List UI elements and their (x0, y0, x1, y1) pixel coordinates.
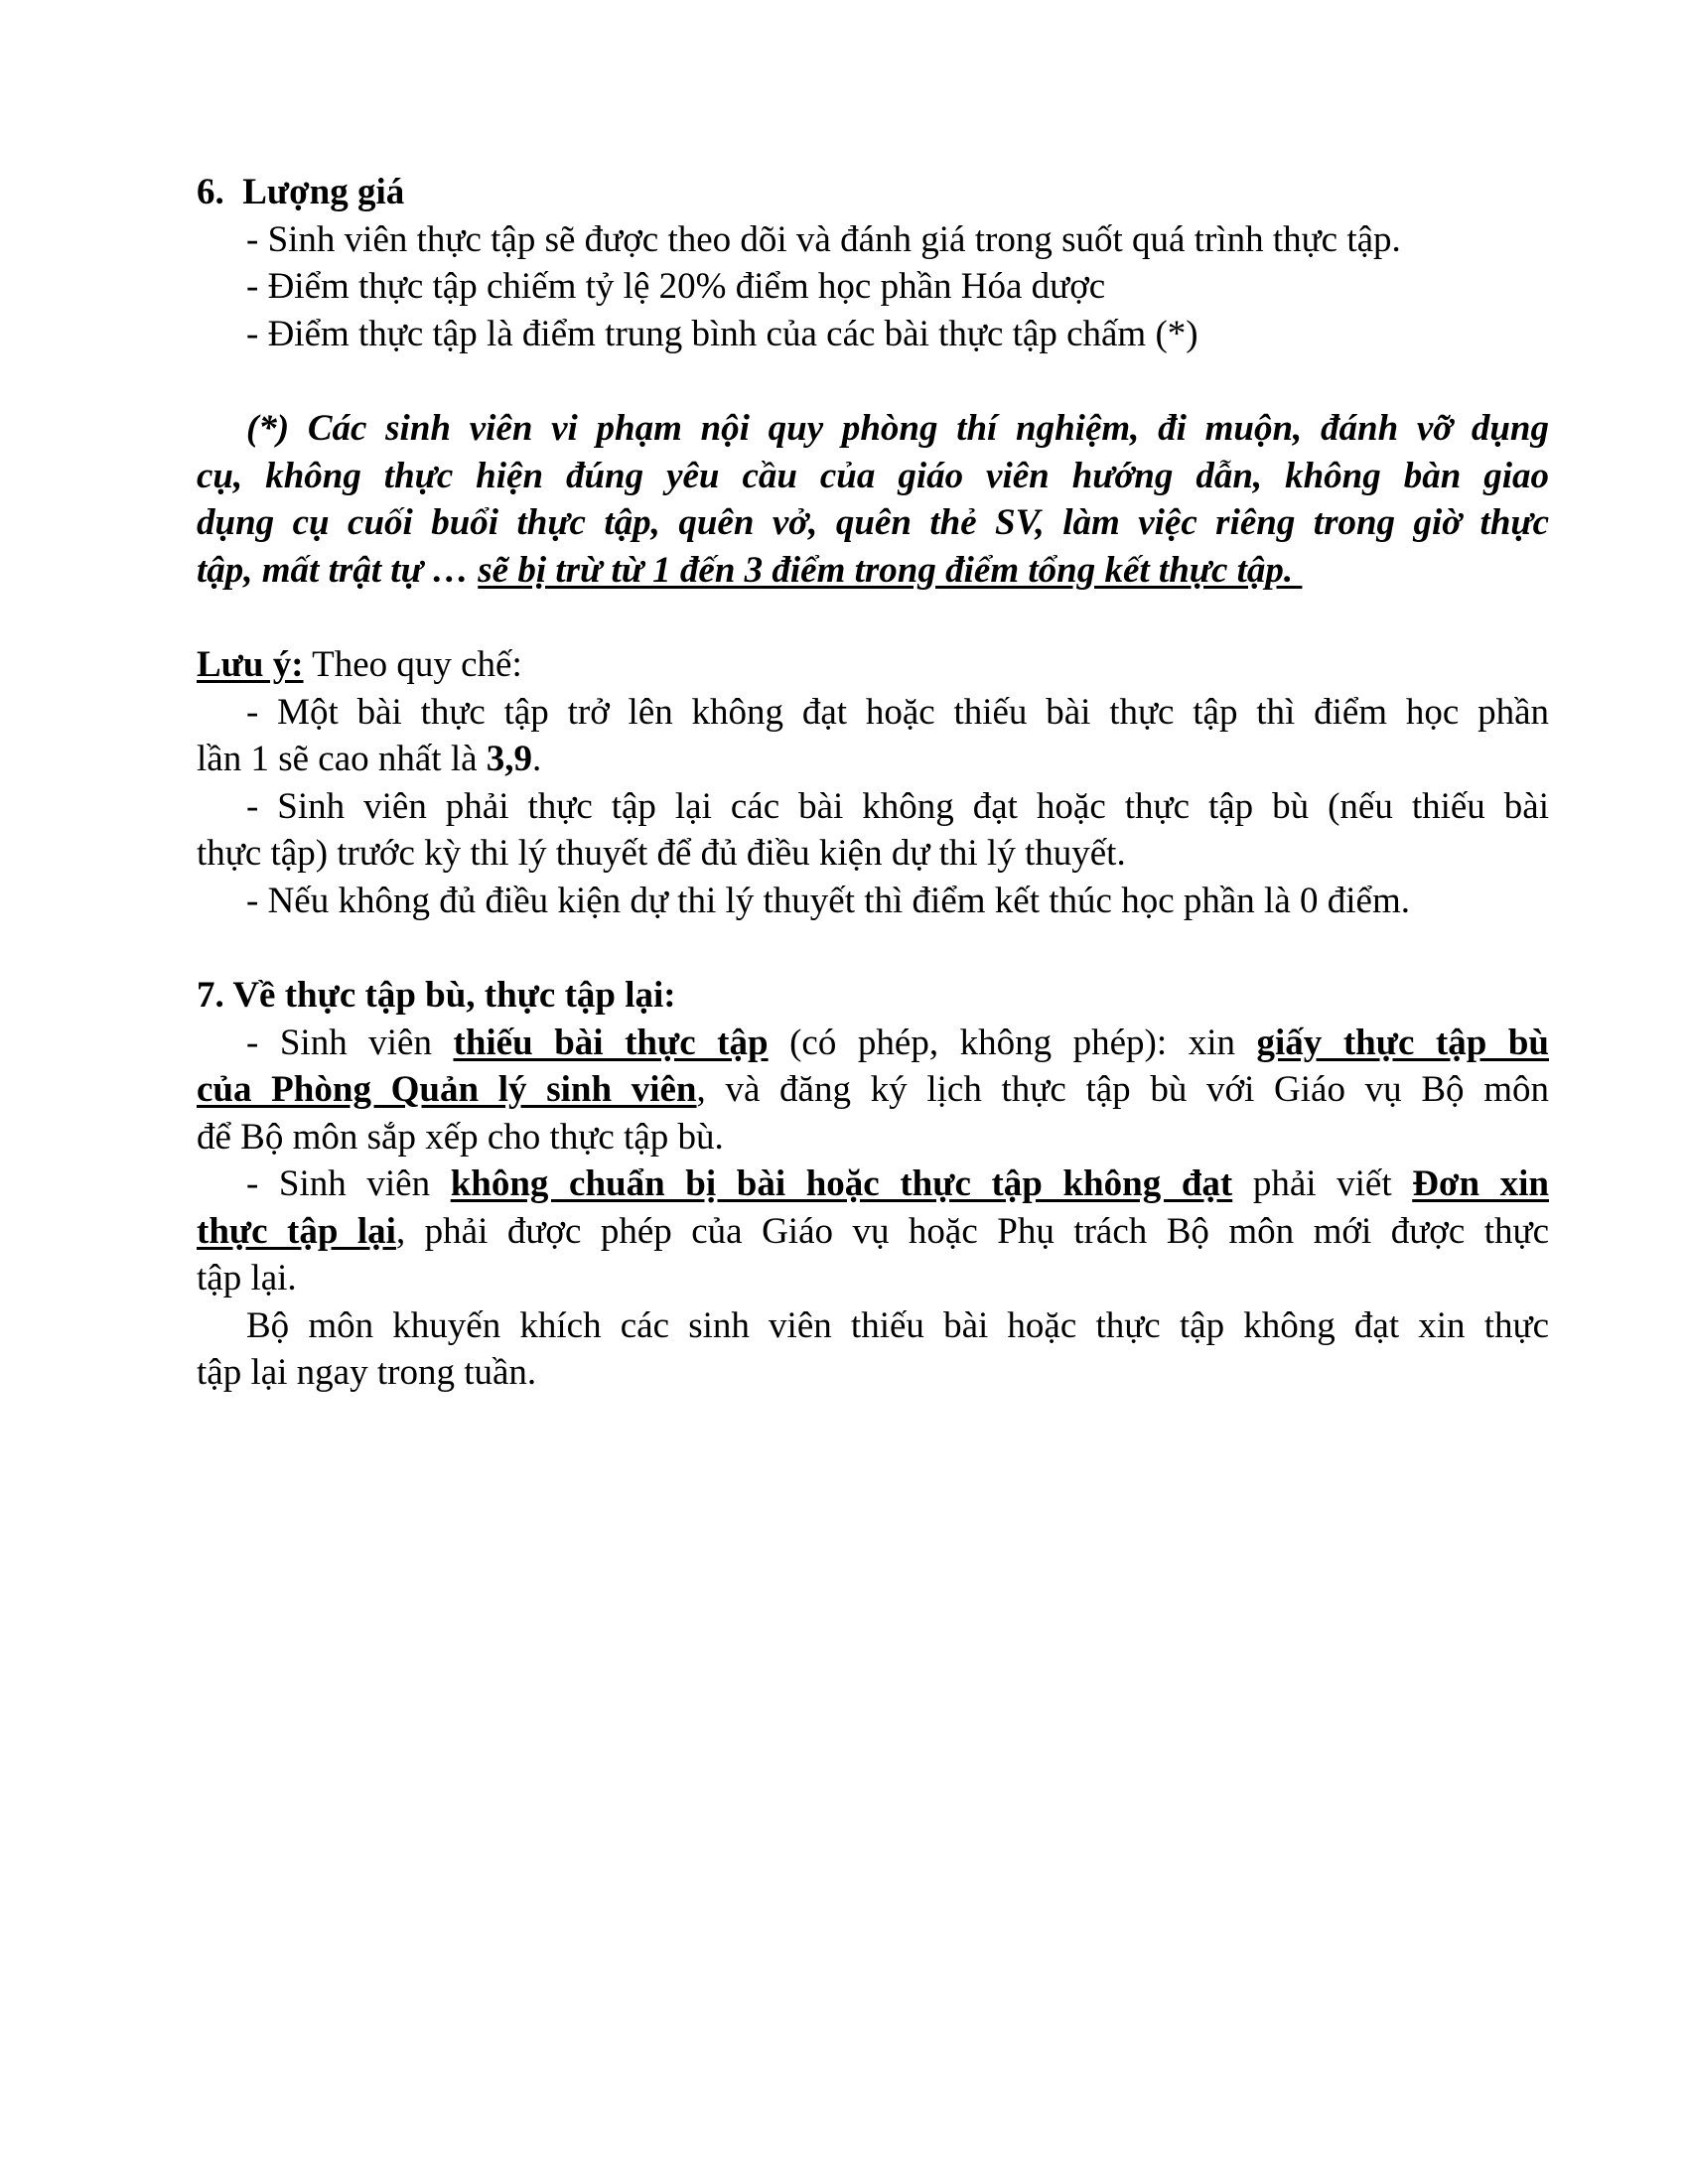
p2-redo-lab: thực tập lại (197, 1210, 396, 1252)
penalty-note-line-1: (*) Các sinh viên vi phạm nội quy phòng thí nghiệm, đi muộn, đánh vỡ dụng (246, 408, 1549, 449)
spacer (197, 594, 1549, 641)
note-item-1-end: . (532, 739, 542, 779)
section-7-p1-line-1 (197, 1020, 1549, 1067)
p1-text-1: - Sinh viên (246, 1022, 454, 1063)
note-label: Lưu ý: (197, 644, 304, 685)
penalty-deduction: sẽ bị trừ từ 1 đến 3 điểm trong điểm tổng kết thực tập. (478, 549, 1303, 591)
note-item-1-line-1: - Một bài thực tập trở lên không đạt hoặc thiếu bài thực tập thì điểm học phần (246, 691, 1549, 733)
p1-text-3: , và đăng ký lịch thực tập bù với Giáo vụ Bộ môn (696, 1069, 1549, 1110)
penalty-note-line-2: cụ, không thực hiện đúng yêu cầu của giáo viên hướng dẫn, không bàn giao (197, 455, 1549, 496)
spacer (197, 924, 1549, 972)
p2-text-3: , phải được phép của Giáo vụ hoặc Phụ trách Bộ môn mới được thực (395, 1210, 1550, 1252)
penalty-note-text: tập, mất trật tự … (197, 549, 479, 591)
max-score: 3,9 (486, 739, 533, 779)
note-item-2-line-2: thực tập) trước kỳ thi lý thuyết để đủ điều kiện dự thi lý thuyết. (197, 833, 1126, 874)
section-7-heading: 7. Về thực tập bù, thực tập lại: (197, 975, 676, 1016)
p1-makeup-paper: giấy thực tập bù (1256, 1022, 1549, 1063)
document-body (197, 169, 1549, 1397)
section-7-p3-line-2: tập lại ngay trong tuần. (197, 1352, 537, 1393)
note-item-1-line-2 (197, 736, 1549, 783)
p1-text-2: (có phép, không phép): xin (768, 1022, 1257, 1063)
p1-student-office: của Phòng Quản lý sinh viên (197, 1069, 697, 1110)
note-item-3: - Nếu không đủ điều kiện dự thi lý thuyết thì điểm kết thúc học phần là 0 điểm. (246, 880, 1410, 921)
note-item-1-text: lần 1 sẽ cao nhất là (197, 739, 487, 779)
p2-text-1: - Sinh viên (246, 1163, 451, 1204)
note-item-2-line-1: - Sinh viên phải thực tập lại các bài không đạt hoặc thực tập bù (nếu thiếu bài (246, 785, 1549, 827)
section-7-p2-line-3: tập lại. (197, 1258, 297, 1298)
section-6-heading: 6. Lượng giá (197, 172, 405, 212)
p2-text-2: phải viết (1232, 1163, 1413, 1204)
section-6-item-1: - Sinh viên thực tập sẽ được theo dõi và đánh giá trong suốt quá trình thực tập. (246, 218, 1401, 260)
section-7-p1-line-2 (197, 1066, 1549, 1114)
note-intro: Theo quy chế: (303, 644, 522, 685)
p2-request-form: Đơn xin (1412, 1163, 1549, 1204)
section-7-p3-line-1: Bộ môn khuyến khích các sinh viên thiếu bài hoặc thực tập không đạt xin thực (246, 1304, 1549, 1346)
penalty-note (197, 405, 1549, 594)
section-6-item-3: - Điểm thực tập là điểm trung bình của các bài thực tập chấm (*) (246, 313, 1198, 354)
p2-not-prepared: không chuẩn bị bài hoặc thực tập không đạt (450, 1163, 1233, 1204)
section-7-p2-line-2 (197, 1208, 1549, 1256)
section-7-p1-line-3: để Bộ môn sắp xếp cho thực tập bù. (197, 1116, 724, 1158)
section-6-item-2: - Điểm thực tập chiếm tỷ lệ 20% điểm học phần Hóa dược (246, 266, 1106, 307)
spacer (197, 357, 1549, 405)
p1-missing-lab: thiếu bài thực tập (453, 1022, 769, 1063)
penalty-note-line-3: dụng cụ cuối buổi thực tập, quên vở, quên thẻ SV, làm việc riêng trong giờ thực (197, 502, 1549, 543)
penalty-note-line-4 (197, 547, 1549, 595)
note-heading (197, 641, 1549, 689)
section-7-p2-line-1 (197, 1160, 1549, 1208)
